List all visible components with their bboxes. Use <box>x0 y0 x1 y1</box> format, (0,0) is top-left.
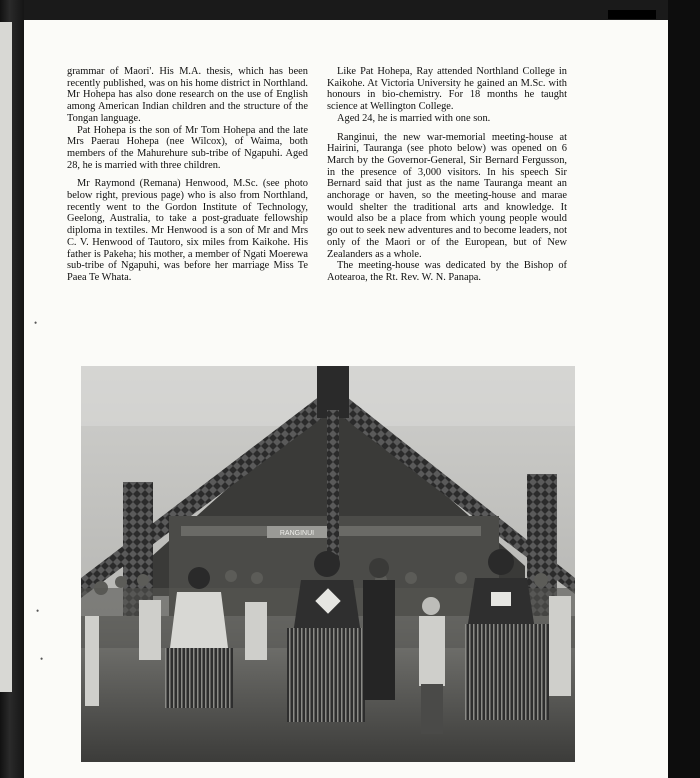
previous-page-edge <box>0 22 12 692</box>
meeting-house-sign: RANGINUI <box>279 530 315 537</box>
meeting-house-photo <box>81 366 575 762</box>
paragraph-henwood: Mr Raymond (Remana) Henwood, M.Sc. (see photo below right, previous page) who is also from Northland, recently went to the Gordon Institute of Technology, Geelong, Australia, to take a post-graduate fellowship diploma in textiles. Mr Henwood is a son of Mr and Mrs C. V. Henwood of Tautoro, six miles from Kaikohe. His father is Pakeha; his mother, a member of Ngati Moerewa sub-tribe of Ngapuhi, was before her marriage Miss Te Paea Te Whata. <box>67 178 308 283</box>
scan-border <box>668 0 700 778</box>
left-column <box>67 66 308 284</box>
paragraph: Aged 24, he is married with one son. <box>337 112 491 124</box>
photo-drawing <box>81 366 575 762</box>
paragraph: grammar of Maori'. His M.A. thesis, which has been recently published, was on his home district in Northland. Mr Hohepa has also done research on the use of English among American Indian children and the structure of the Tongan language. <box>67 66 308 124</box>
paragraph-ranginui: Ranginui, the new war-memorial meeting-house at Hairini, Tauranga (see photo below) was opened on 6 March by the Governor-General, Sir Bernard Fergusson, in the presence of 3,000 visitors. In his speech Sir Bernard said that just as the name Tauranga meant an anchorage or haven, so the meeting-house and marae would shelter the traditional arts and knowledge. It would also be a place from which young people would go out to seek new adventures and to become leaders, not only of the Maori or of the European, but of New Zealanders as a whole. <box>327 131 567 260</box>
paragraph: Pat Hohepa is the son of Mr Tom Hohepa and the late Mrs Paerau Hohepa (nee Wilcox), of Waima, both members of the Mahurehure sub-tribe of Ngapuhi. Aged 28, he is married with three children. <box>67 124 308 171</box>
paragraph: The meeting-house was dedicated by the Bishop of Aotearoa, the Rt. Rev. W. N. Panapa. <box>327 260 567 283</box>
right-column <box>327 66 567 284</box>
page-top-bar <box>608 10 656 19</box>
paragraph: Like Pat Hohepa, Ray attended Northland College in Kaikohe. At Victoria University he gained an M.Sc. with honours in bio-chemistry. For 18 months he taught science at Wellington College. <box>327 66 567 113</box>
scan-mark: • <box>36 606 40 616</box>
scan-mark: • <box>40 654 44 664</box>
scan-mark: • <box>34 318 38 328</box>
